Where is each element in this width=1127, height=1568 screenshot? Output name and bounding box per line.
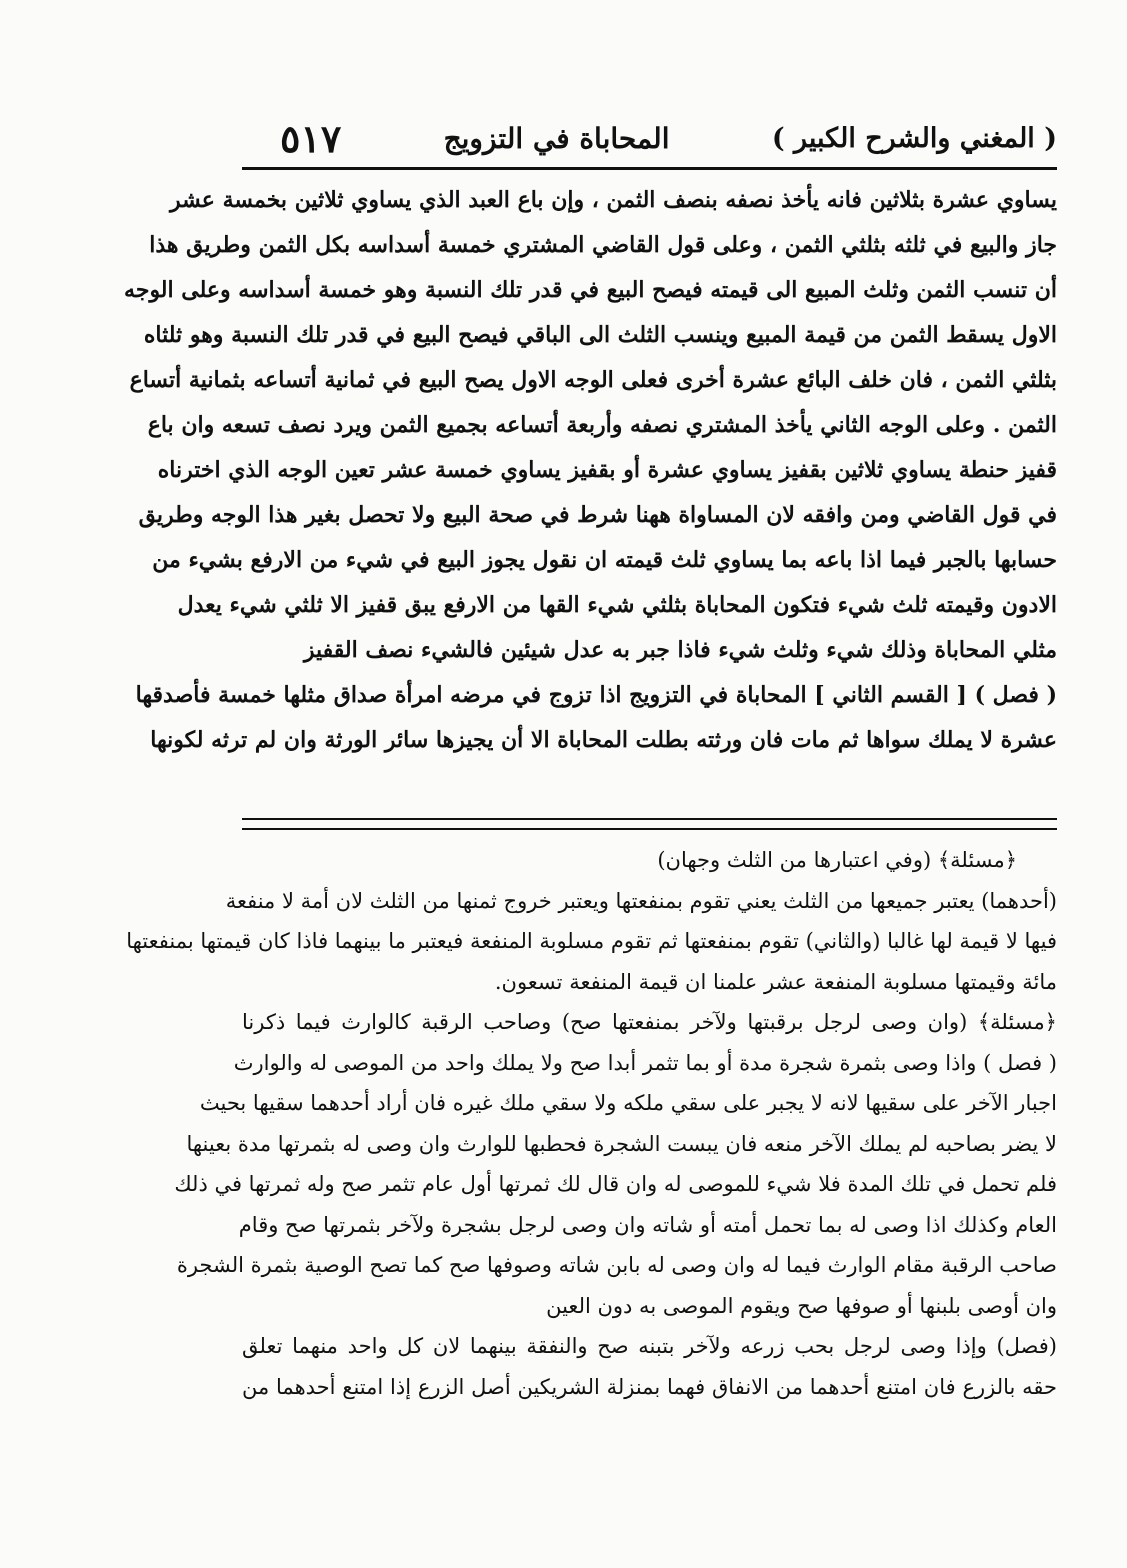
note-line: ﴿مسئلة﴾ (وان وصى لرجل برقبتها ولآخر بمنفعتها صح) وصاحب الرقبة كالوارث فيما ذكرنا bbox=[242, 1010, 1057, 1034]
note-line: حقه بالزرع فان امتنع أحدهما من الانفاق فهما بمنزلة الشريكين أصل الزرع إذا امتنع أحدهما من bbox=[242, 1374, 1057, 1399]
note-line: ( فصل ) واذا وصى بثمرة شجرة مدة أو بما تثمر أبدا صح ولا يملك واحد من الموصى له والوارث bbox=[233, 1050, 1057, 1075]
note-line: فيها لا قيمة لها غالبا (والثاني) تقوم بمنفعتها ثم تقوم مسلوبة المنفعة فيعتبر ما بينهما فاذا كان قيمتها بمنفعتها bbox=[126, 929, 1057, 953]
main-line: قفيز حنطة يساوي ثلاثين بقفيز يساوي عشرة أو بقفيز يساوي خمسة عشر تعين الوجه الذي اخترناه bbox=[157, 457, 1057, 483]
note-line: العام وكذلك اذا وصى له بما تحمل أمته أو شاته وان وصى لرجل بشجرة ولآخر بثمرتها صح وقام bbox=[238, 1212, 1057, 1237]
header-rule bbox=[242, 167, 1057, 170]
main-line: في قول القاضي ومن وافقه لان المساواة ههنا شرط في صحة البيع ولا تحصل بغير هذا الوجه وطريق bbox=[138, 502, 1057, 528]
note-line: (أحدهما) يعتبر جميعها من الثلث يعني تقوم بمنفعتها ويعتبر خروج ثمنها من الثلث لان أمة لا منفعة bbox=[225, 888, 1057, 913]
note-line: فلم تحمل في تلك المدة فلا شيء للموصى له وان قال لك ثمرتها أول عام تثمر صح وله ثمرتها في ذلك bbox=[174, 1172, 1057, 1196]
main-line: عشرة لا يملك سواها ثم مات فان ورثته بطلت المحاباة الا أن يجيزها سائر الورثة وان لم ترثه لكونها bbox=[150, 727, 1057, 753]
note-line: (فصل) وإذا وصى لرجل بحب زرعه ولآخر بتبنه صح والنفقة بينهما لان كل واحد منهما تعلق bbox=[242, 1334, 1057, 1358]
note-line: وان أوصى بلبنها أو صوفها صح ويقوم الموصى به دون العين bbox=[546, 1293, 1057, 1318]
main-line: الثمن . وعلى الوجه الثاني يأخذ المشتري نصفه وأربعة أتساعه بجميع الثمن ويرد نصف تسعه وان باع bbox=[147, 412, 1057, 438]
note-line: مائة وقيمتها مسلوبة المنفعة عشر علمنا ان قيمة المنفعة تسعون. bbox=[494, 969, 1057, 994]
main-line: مثلي المحاباة وذلك شيء وثلث شيء فاذا جبر به عدل شيئين فالشيء نصف القفيز bbox=[303, 637, 1057, 663]
book-title: ( المغني والشرح الكبير ) bbox=[771, 122, 1057, 154]
main-line: الاول يسقط الثمن من قيمة المبيع وينسب الثلث الى الباقي فيصح البيع في قدر تلك النسبة وهو ثلثاه bbox=[143, 322, 1057, 348]
note-line: ﴿مسئلة﴾ (وفي اعتبارها من الثلث وجهان) bbox=[657, 848, 1017, 872]
main-text bbox=[124, 178, 1057, 763]
commentary-text bbox=[126, 840, 1057, 1407]
main-line: جاز والبيع في ثلثه بثلثي الثمن ، وعلى قول القاضي المشتري خمسة أسداسه بكل الثمن وطريق هذا bbox=[149, 232, 1057, 258]
note-line: صاحب الرقبة مقام الوارث فيما له وان وصى له بابن شاته وصوفها صح كما تصح الوصية بثمرة الشجرة bbox=[176, 1253, 1057, 1277]
note-line: لا يضر بصاحبه لم يملك الآخر منعه فان يبست الشجرة فحطبها للوارث وان وصى له بثمرتها مدة بعينها bbox=[186, 1131, 1057, 1156]
note-line: اجبار الآخر على سقيها لانه لا يجبر على سقي ملكه ولا سقي ملك غيره فان أراد أحدهما سقيها بحيث bbox=[199, 1091, 1057, 1115]
main-line: يساوي عشرة بثلاثين فانه يأخذ نصفه بنصف الثمن ، وإن باع العبد الذي يساوي ثلاثين بخمسة عشر bbox=[170, 187, 1057, 213]
main-line: ( فصل ) [ القسم الثاني ] المحاباة في التزويج اذا تزوج في مرضه امرأة صداق مثلها خمسة فأصدقها bbox=[135, 682, 1057, 708]
page-header bbox=[240, 110, 1057, 166]
page-number: ٥١٧ bbox=[280, 115, 342, 161]
section-title: المحاباة في التزويج bbox=[443, 121, 670, 155]
section-divider bbox=[242, 818, 1057, 830]
main-line: أن تنسب الثمن وثلث المبيع الى قيمته فيصح البيع في قدر تلك النسبة وهو خمسة أسداسه وعلى الوجه bbox=[124, 277, 1057, 303]
main-line: بثلثي الثمن ، فان خلف البائع عشرة أخرى فعلى الوجه الاول يصح البيع في ثمانية أتساعه بثمانية أتساع bbox=[129, 367, 1057, 393]
main-line: الادون وقيمته ثلث شيء فتكون المحاباة بثلثي شيء القها من الارفع يبق قفيز الا ثلثي شيء يعدل bbox=[177, 592, 1057, 618]
main-line: حسابها بالجبر فيما اذا باعه بما يساوي ثلث قيمته ان نقول يجوز البيع في شيء من الارفع بشيء من bbox=[152, 547, 1057, 573]
